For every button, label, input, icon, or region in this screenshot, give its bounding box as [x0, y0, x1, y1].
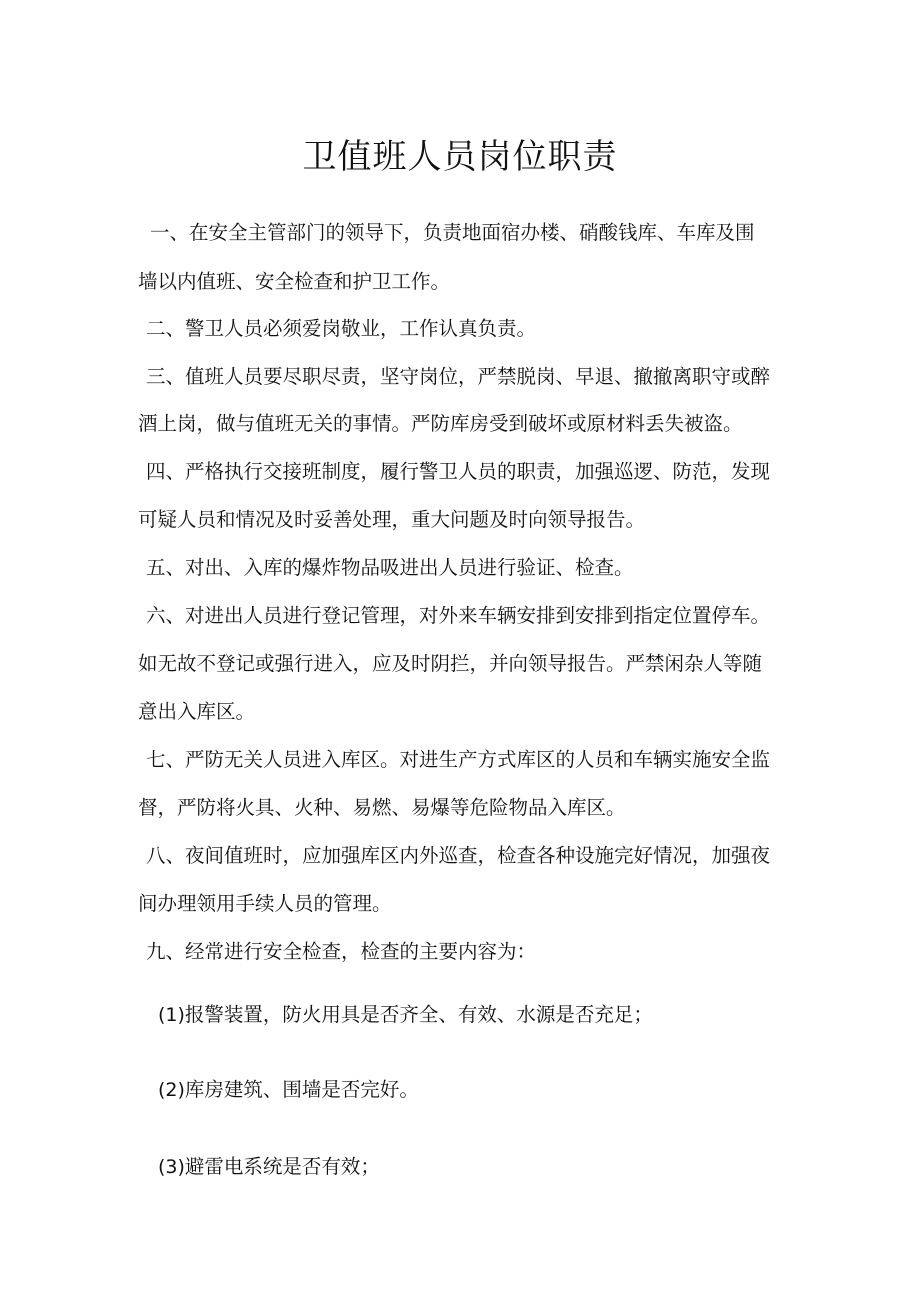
sub-item: [158, 1075, 798, 1105]
paragraph-line: 六、对进出人员进行登记管理，对外来车辆安排到安排到指定位置停车。: [146, 604, 771, 627]
paragraph-line: 一、在安全主管部门的领导下，负责地面宿办楼、硝酸钱库、车库及围: [150, 221, 755, 244]
paragraph-line: 四、严格执行交接班制度，履行警卫人员的职责，加强巡逻、防范，发现: [146, 460, 771, 483]
document-title: 卫值班人员岗位职责: [302, 137, 618, 177]
sub-item-text: 避雷电系统是否有效；: [184, 1155, 380, 1178]
paragraph-line: 可疑人员和情况及时妥善处理，重大问题及时向领导报告。: [138, 508, 646, 531]
sub-item-text: 库房建筑、围墙是否完好。: [184, 1078, 419, 1101]
paragraph-line: 意出入库区。: [138, 700, 256, 723]
paragraph-line: 七、严防无关人员进入库区。对进生产方式库区的人员和车辆实施安全监: [146, 748, 771, 771]
paragraph-line: 八、夜间值班时，应加强库区内外巡查，检查各种设施完好情况，加强夜: [146, 844, 771, 867]
paragraph-line: 五、对出、入库的爆炸物品吸进出人员进行验证、检查。: [146, 556, 634, 579]
sub-item-text: 报警装置，防火用具是否齐全、有效、水源是否充足；: [184, 1003, 653, 1026]
paragraph-line: 酒上岗，做与值班无关的事情。严防库房受到破坏或原材料丢失被盗。: [138, 412, 743, 435]
paragraph-line: 如无故不登记或强行进入，应及时阴拦，并向领导报告。严禁闲杂人等随: [138, 652, 763, 675]
sub-item-number: (3): [158, 1156, 185, 1178]
paragraph-line: 九、经常进行安全检查，检查的主要内容为：: [146, 940, 537, 963]
paragraph-line: 督，严防将火具、火种、易燃、易爆等危险物品入库区。: [138, 796, 626, 819]
paragraph-line: 三、值班人员要尽职尽责，坚守岗位，严禁脱岗、早退、撤撤离职守或醉: [146, 365, 771, 388]
paragraph-line: 间办理领用手续人员的管理。: [138, 892, 392, 915]
sub-item-number: (2): [158, 1079, 185, 1101]
sub-item: [158, 1152, 798, 1182]
paragraph-line: 墙以内值班、安全检查和护卫工作。: [138, 270, 451, 293]
sub-item: [158, 1000, 798, 1030]
paragraph-line: 二、警卫人员必须爱岗敬业，工作认真负责。: [146, 317, 537, 340]
sub-item-number: (1): [158, 1004, 185, 1026]
